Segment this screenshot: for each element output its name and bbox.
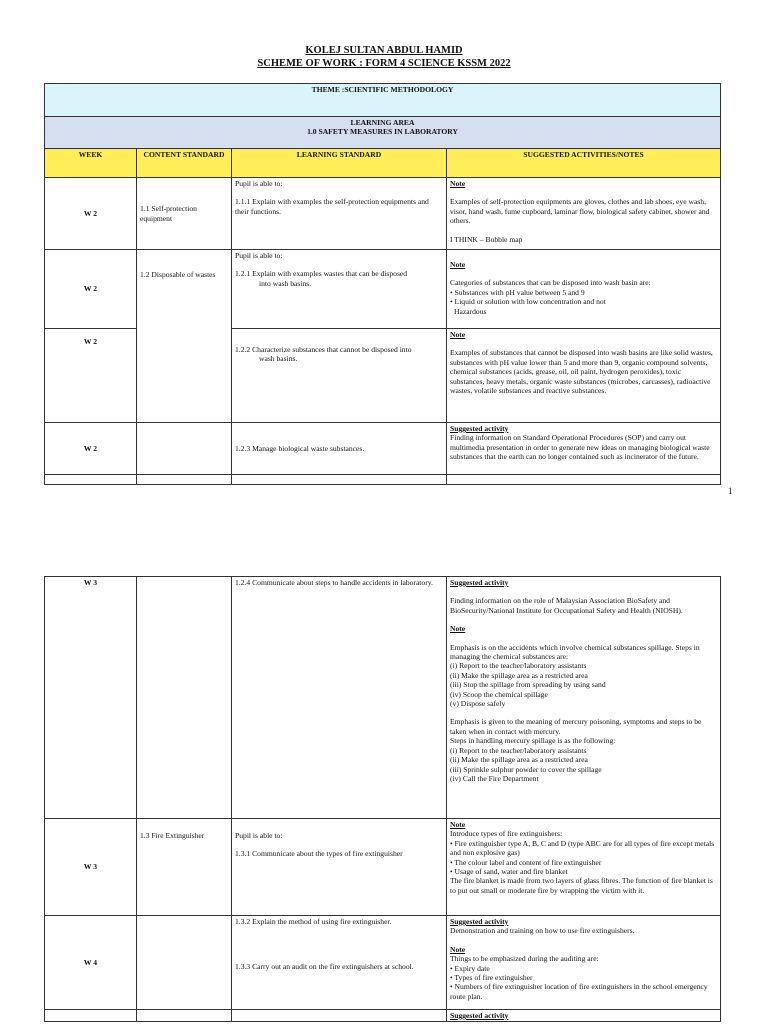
activities-cell: Note Categories of substances that can be disposed into wash basin are: • Substances with pH value between 5 and 9 • Liquid or solution with low concentration and not Hazardous (447, 250, 721, 329)
activities-cell: Note Examples of substances that cannot be disposed into wash basins are like solid wastes, substances with pH value lower than 5 and more than 9, organic compound solvents, chemical substances (acids, grease, oil, oil paint, hydrogen peroxides), toxic substances, heavy metals, organic waste substances (microbes, carcasses), radioactive wastes, volatile substances and reactive substances. (447, 329, 721, 423)
learning-standard-cell: 1.2.2 Characterize substances that cannot be disposed into wash basins. (232, 329, 447, 423)
content-standard-cell (137, 916, 232, 1010)
content-standard-cell: 1.1 Self-protection equipment (137, 178, 232, 250)
content-standard-cell: 1.3 Fire Extinguisher (137, 819, 232, 916)
learning-area-title: 1.0 SAFETY MEASURES IN LABORATORY (307, 127, 458, 137)
learning-area (45, 117, 721, 149)
learning-area-label: LEARNING AREA (350, 118, 415, 127)
table-row (45, 250, 721, 329)
table-row (45, 577, 721, 819)
note-label: Note (450, 260, 466, 269)
content-standard-cell (137, 577, 232, 819)
activity-label: Suggested activity (450, 1011, 509, 1020)
column-header-row (45, 149, 721, 178)
scheme-title: SCHEME OF WORK : FORM 4 SCIENCE KSSM 2022 (257, 58, 511, 69)
column-header-week: WEEK (45, 149, 137, 178)
table-row (45, 1010, 721, 1022)
note-label: Note (450, 330, 466, 339)
content-standard-cell: 1.2 Disposable of wastes (137, 250, 232, 423)
activities-cell: Note Introduce types of fire extinguishers: • Fire extinguisher type A, B, C and D (type ABC are for all types of fire except metals and non explosive gas) • The colour label and content of fire extinguisher • Usage of sand, water and fire blanket The fire blanket is made from two layers of glass fibres. The function of fire blanket is to put out small or moderate fire by wrapping the victim with it. (447, 819, 721, 916)
week-cell: W 4 (45, 916, 137, 1010)
content-standard-cell (137, 423, 232, 475)
note-label: Note (450, 820, 466, 829)
table-row (45, 178, 721, 250)
school-name: KOLEJ SULTAN ABDUL HAMID (305, 45, 463, 56)
activities-cell: Note Examples of self-protection equipments are gloves, clothes and lab shoes, eye wash, visor, hand wash, fume cupboard, laminar flow, biological safety cabinet, shower and others. I THINK – Bubble map (447, 178, 721, 250)
week-cell: W 2 (45, 329, 137, 423)
activities-cell: Suggested activity Finding information on Standard Operational Procedures (SOP) and carry out multimedia presentation in order to generate new ideas on managing biological waste substances that the earth can no longer contained such as incinerator of the future. (447, 423, 721, 475)
column-header-content: CONTENT STANDARD (137, 149, 232, 178)
learning-standard-cell: Pupil is able to: 1.2.1 Explain with examples wastes that can be disposed into wash basins. (232, 250, 447, 329)
activity-label: Suggested activity (450, 917, 509, 926)
week-cell: W 2 (45, 250, 137, 329)
scheme-table-page-1 (44, 83, 721, 485)
document-header (0, 44, 768, 70)
learning-area-row (45, 117, 721, 149)
column-header-learning: LEARNING STANDARD (232, 149, 447, 178)
learning-standard-cell: Pupil is able to: 1.3.1 Communicate about the types of fire extinguisher (232, 819, 447, 916)
note-label: Note (450, 624, 466, 634)
note-label: Note (450, 944, 466, 954)
scheme-table-page-2 (44, 576, 721, 1022)
activities-cell: Suggested activity Demonstration and training on how to use fire extinguishers. Note Things to be emphasized during the auditing are: • Expiry date • Types of fire extinguisher • Numbers of fire extinguisher location of fire extinguishers in the school emergency route plan. (447, 916, 721, 1010)
table-row (45, 916, 721, 1010)
week-cell: W 3 (45, 577, 137, 819)
activities-cell (447, 1010, 721, 1022)
table-row (45, 475, 721, 485)
week-cell: W 2 (45, 178, 137, 250)
theme-row (45, 84, 721, 117)
column-header-activities: SUGGESTED ACTIVITIES/NOTES (447, 149, 721, 178)
week-cell: W 3 (45, 819, 137, 916)
theme-title: THEME :SCIENTIFIC METHODOLOGY (45, 84, 721, 117)
learning-standard-cell: 1.2.4 Communicate about steps to handle accidents in laboratory. (232, 577, 447, 819)
learning-standard-cell: Pupil is able to: 1.1.1 Explain with examples the self-protection equipments and their functions. (232, 178, 447, 250)
week-cell: W 2 (45, 423, 137, 475)
page-number: 1 (728, 486, 733, 496)
note-label: Note (450, 179, 466, 188)
table-row (45, 423, 721, 475)
learning-standard-cell: 1.3.2 Explain the method of using fire extinguisher. 1.3.3 Carry out an audit on the fire extinguishers at school. (232, 916, 447, 1010)
activity-label: Suggested activity (450, 578, 509, 587)
table-row (45, 819, 721, 916)
learning-standard-cell: 1.2.3 Manage biological waste substances. (232, 423, 447, 475)
activity-label: Suggested activity (450, 424, 509, 433)
activities-cell: Suggested activity Finding information on the role of Malaysian Association BioSafety and BioSecurity/National Institute for Occupational Safety and Health (NIOSH). Note Emphasis is on the accidents which involve chemical substances spillage. Steps in managing the chemical substances are: (i) Report to the teacher/laboratory assistants (ii) Make the spillage area as a restricted area (iii) Stop the spillage from spreading by using sand (iv) Scoop the chemical spillage (v) Dispose safely Emphasis is given to the meaning of mercury poisoning, symptoms and steps to be taken when in contact with mercury. Steps in handling mercury spillage is as the following: (i) Report to the teacher/laboratory assistants (ii) Make the spillage area as a restricted area (iii) Sprinkle sulphur powder to cover the spillage (iv) Call the Fire Department (447, 577, 721, 819)
